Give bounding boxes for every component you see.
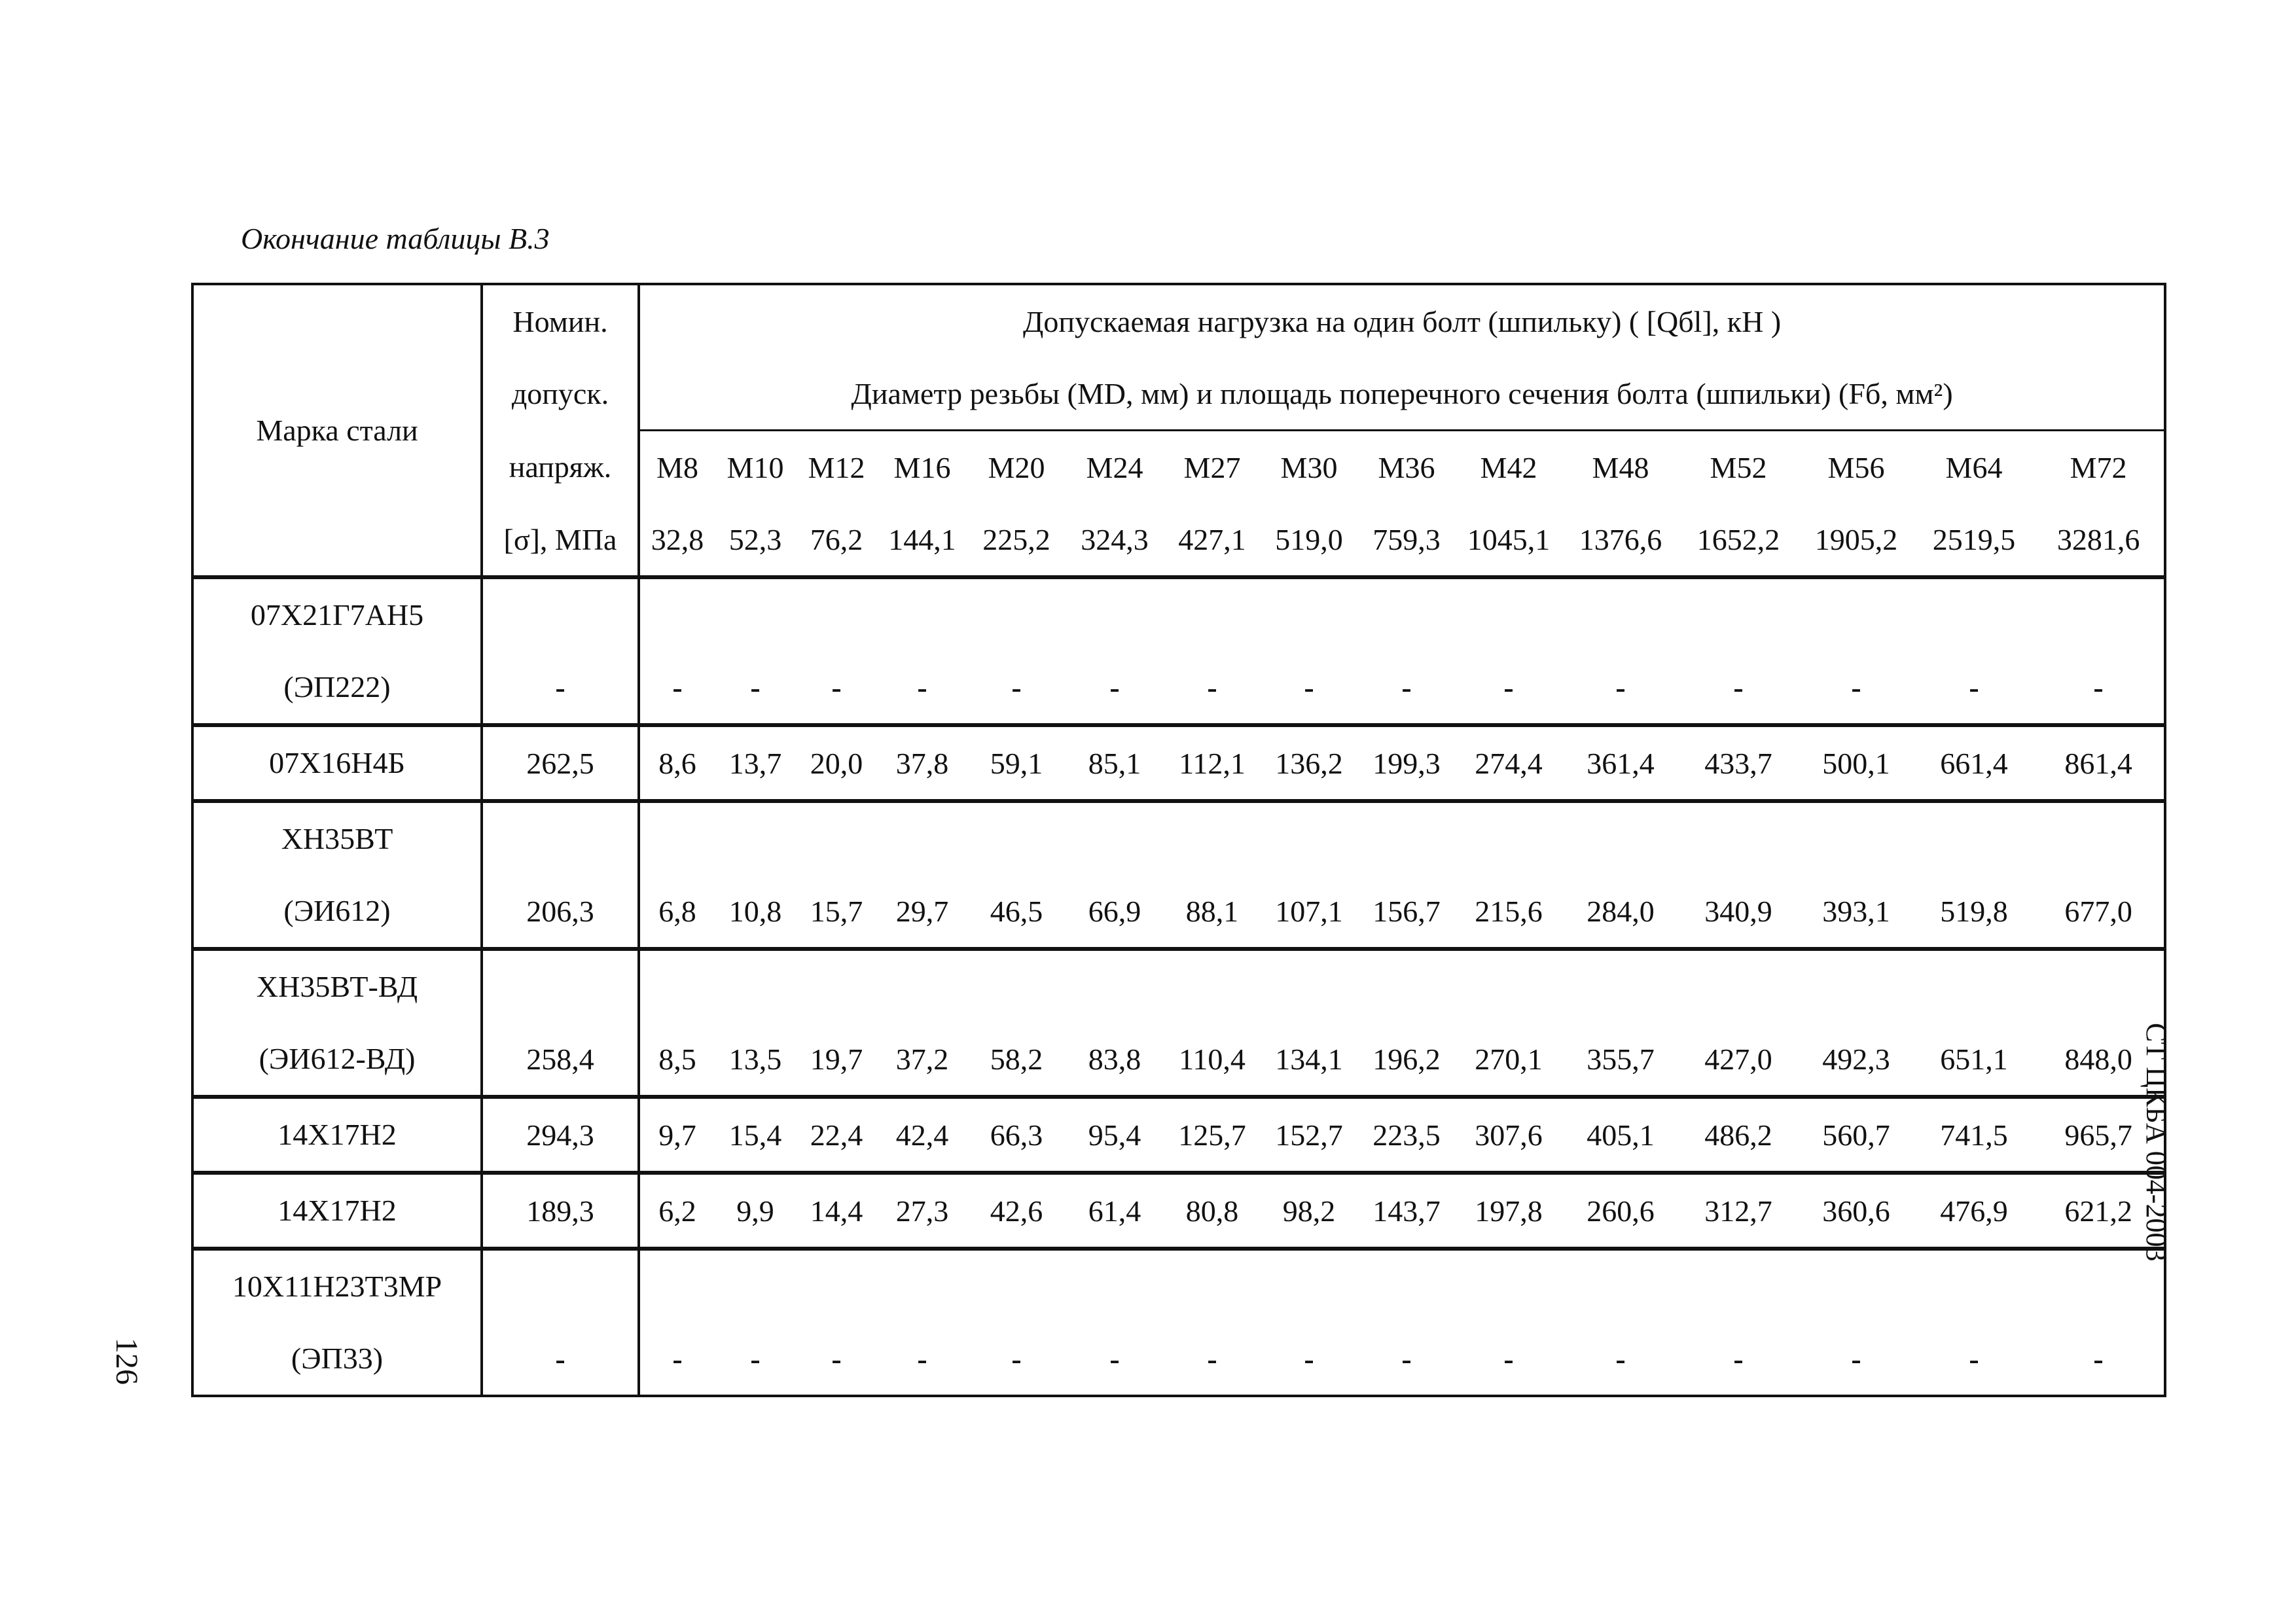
- bolt-load-value: -: [639, 1323, 715, 1396]
- cross-section-area: 144,1: [877, 503, 967, 577]
- bolt-load-value: 312,7: [1679, 1173, 1797, 1249]
- bolt-load-value: 15,7: [810, 894, 863, 928]
- bolt-load-value: -: [1615, 670, 1626, 704]
- bolt-load-value: -: [1456, 1323, 1562, 1396]
- bolt-load-value: 677,0: [2033, 875, 2165, 949]
- bolt-load-value: -: [1851, 670, 1861, 704]
- bolt-load-value: 6,2: [639, 1173, 715, 1249]
- bolt-load-value: 965,7: [2033, 1097, 2165, 1173]
- bolt-load-value: 14,4: [796, 1173, 877, 1249]
- allowable-stress: 258,4: [482, 1023, 639, 1097]
- bolt-load-value: 152,7: [1261, 1097, 1357, 1173]
- bolt-load-value: 661,4: [1915, 725, 2033, 801]
- header-diam-title: Диаметр резьбы (MD, мм) и площадь поперечного сечения болта (шпильки) (Fб, мм²): [639, 357, 2165, 431]
- cross-section-area: 519,0: [1261, 503, 1357, 577]
- bolt-load-value: -: [1733, 670, 1744, 704]
- steel-grade: [192, 725, 482, 801]
- header-stress-line-3: напряж.: [482, 431, 639, 504]
- empty-values: [639, 1249, 2165, 1323]
- bolt-load-value: 85,1: [1066, 725, 1164, 801]
- bolt-load-value: 46,5: [990, 894, 1043, 928]
- steel-grade-line: (ЭИ612): [283, 894, 391, 927]
- header-load-title: Допускаемая нагрузка на один болт (шпильку) ( [Qбl], кН ): [639, 284, 2165, 357]
- thread-size: М27: [1164, 431, 1261, 504]
- cross-section-area: 324,3: [1066, 503, 1164, 577]
- bolt-load-value: -: [2033, 651, 2165, 725]
- cross-section-area: 3281,6: [2033, 503, 2165, 577]
- thread-size: М16: [877, 431, 967, 504]
- thread-size: М36: [1357, 431, 1456, 504]
- cross-section-area: 427,1: [1164, 503, 1261, 577]
- bolt-load-value: 27,3: [877, 1173, 967, 1249]
- bolt-load-value: 98,2: [1261, 1173, 1357, 1249]
- bolt-load-value: 66,3: [967, 1097, 1066, 1173]
- bolt-load-value: 861,4: [2033, 725, 2165, 801]
- bolt-load-value: 741,5: [1915, 1097, 2033, 1173]
- bolt-load-value: 284,0: [1587, 894, 1655, 928]
- bolt-load-value: 156,7: [1372, 894, 1441, 928]
- bolt-load-value: 500,1: [1797, 725, 1915, 801]
- empty-stress: [482, 801, 639, 875]
- standard-code: СТ ЦКБА 004-2003: [2140, 1023, 2172, 1262]
- bolt-load-value: 8,5: [658, 1042, 696, 1076]
- bolt-load-value: -: [1679, 1323, 1797, 1396]
- bolt-load-value: 59,1: [967, 725, 1066, 801]
- bolt-load-value: 274,4: [1456, 725, 1562, 801]
- steel-grade-line: (ЭП33): [291, 1342, 384, 1375]
- cross-section-area: 52,3: [715, 503, 796, 577]
- bolt-load-value: 66,9: [1088, 894, 1141, 928]
- bolt-load-value: 197,8: [1456, 1173, 1562, 1249]
- steel-grade-line: ХН35ВТ: [281, 822, 393, 855]
- table-caption: Окончание таблицы В.3: [241, 222, 550, 255]
- steel-grade-line: 14Х17Н2: [278, 1118, 397, 1151]
- bolt-load-value: -: [1503, 670, 1514, 704]
- bolt-load-value: 83,8: [1088, 1042, 1141, 1076]
- thread-size: М24: [1066, 431, 1164, 504]
- bolt-load-value: 848,0: [2033, 1023, 2165, 1097]
- cross-section-area: 76,2: [796, 503, 877, 577]
- header-stress-line-4: [σ], МПа: [482, 503, 639, 577]
- bolt-load-value: 61,4: [1066, 1173, 1164, 1249]
- bolt-load-value: 621,2: [2033, 1173, 2165, 1249]
- bolt-load-value: 134,1: [1275, 1042, 1343, 1076]
- bolt-load-value: 476,9: [1915, 1173, 2033, 1249]
- cross-section-area: 225,2: [967, 503, 1066, 577]
- bolt-load-value: 651,1: [1940, 1042, 2008, 1076]
- thread-size: М20: [967, 431, 1066, 504]
- bolt-load-value: 125,7: [1164, 1097, 1261, 1173]
- steel-grade: [192, 1173, 482, 1249]
- bolt-load-value: 42,6: [967, 1173, 1066, 1249]
- bolt-load-value: 340,9: [1704, 894, 1772, 928]
- bolt-load-value: 15,4: [715, 1097, 796, 1173]
- steel-grade-line: ХН35ВТ-ВД: [256, 970, 418, 1003]
- bolt-load-value: -: [796, 1323, 877, 1396]
- allowable-stress: -: [482, 1323, 639, 1396]
- steel-grade-line: (ЭИ612-ВД): [259, 1042, 416, 1075]
- bolt-load-value: -: [1109, 670, 1120, 704]
- bolt-load-value: -: [1797, 1323, 1915, 1396]
- bolt-load-value: 8,6: [639, 725, 715, 801]
- bolt-load-value: 215,6: [1475, 894, 1543, 928]
- bolt-load-value: -: [750, 670, 761, 704]
- bolt-load-value: -: [1304, 670, 1314, 704]
- bolt-load-value: 260,6: [1562, 1173, 1679, 1249]
- bolt-load-value: 20,0: [796, 725, 877, 801]
- bolt-load-value: 29,7: [895, 894, 949, 928]
- cross-section-area: 1905,2: [1797, 503, 1915, 577]
- thread-size: М64: [1915, 431, 2033, 504]
- steel-grade-line: 10Х11Н23Т3МР: [232, 1270, 442, 1303]
- bolt-load-value: 110,4: [1179, 1042, 1246, 1076]
- empty-values: [639, 949, 2165, 1023]
- allowable-stress: 206,3: [482, 875, 639, 949]
- steel-grade-line: 14Х17Н2: [278, 1194, 397, 1227]
- bolt-load-value: -: [1357, 1323, 1456, 1396]
- bolt-load-value: 223,5: [1357, 1097, 1456, 1173]
- page-number: 126: [109, 1338, 144, 1385]
- bolt-load-value: 95,4: [1066, 1097, 1164, 1173]
- cross-section-area: 759,3: [1357, 503, 1456, 577]
- steel-grade: [192, 949, 482, 1097]
- steel-grade: [192, 1249, 482, 1396]
- steel-grade-line: (ЭП222): [283, 670, 391, 704]
- bolt-load-value: 19,7: [810, 1042, 863, 1076]
- bolt-load-table: [191, 283, 2166, 1397]
- thread-size: М56: [1797, 431, 1915, 504]
- bolt-load-value: 199,3: [1357, 725, 1456, 801]
- bolt-load-value: 9,7: [639, 1097, 715, 1173]
- bolt-load-value: 270,1: [1475, 1042, 1543, 1076]
- thread-size: М42: [1456, 431, 1562, 504]
- bolt-load-value: -: [1401, 670, 1412, 704]
- cross-section-area: 32,8: [639, 503, 715, 577]
- bolt-load-value: 307,6: [1456, 1097, 1562, 1173]
- bolt-load-value: 427,0: [1704, 1042, 1772, 1076]
- bolt-load-value: 433,7: [1679, 725, 1797, 801]
- bolt-load-value: 405,1: [1562, 1097, 1679, 1173]
- bolt-load-value: -: [2033, 1323, 2165, 1396]
- allowable-stress: -: [482, 651, 639, 725]
- bolt-load-value: -: [1969, 670, 1979, 704]
- bolt-load-value: -: [917, 670, 927, 704]
- cross-section-area: 1652,2: [1679, 503, 1797, 577]
- empty-values: [639, 801, 2165, 875]
- bolt-load-value: -: [1164, 1323, 1261, 1396]
- header-grade: Марка стали: [192, 284, 482, 577]
- cross-section-area: 2519,5: [1915, 503, 2033, 577]
- bolt-load-value: -: [1066, 1323, 1164, 1396]
- bolt-load-value: 136,2: [1261, 725, 1357, 801]
- header-stress-line-1: Номин.: [482, 284, 639, 357]
- bolt-load-value: 492,3: [1822, 1042, 1890, 1076]
- bolt-load-value: 112,1: [1164, 725, 1261, 801]
- bolt-load-value: 58,2: [990, 1042, 1043, 1076]
- bolt-load-value: 9,9: [715, 1173, 796, 1249]
- empty-stress: [482, 949, 639, 1023]
- thread-size: М10: [715, 431, 796, 504]
- bolt-load-value: -: [877, 1323, 967, 1396]
- bolt-load-value: -: [715, 1323, 796, 1396]
- thread-size: М72: [2033, 431, 2165, 504]
- bolt-load-value: -: [1562, 1323, 1679, 1396]
- bolt-load-value: 560,7: [1797, 1097, 1915, 1173]
- bolt-load-value: 88,1: [1185, 894, 1239, 928]
- bolt-load-value: -: [831, 670, 842, 704]
- bolt-load-value: 42,4: [877, 1097, 967, 1173]
- cross-section-area: 1045,1: [1456, 503, 1562, 577]
- bolt-load-value: -: [967, 1323, 1066, 1396]
- bolt-load-value: 360,6: [1797, 1173, 1915, 1249]
- steel-grade: [192, 1097, 482, 1173]
- bolt-load-value: 13,5: [728, 1042, 782, 1076]
- steel-grade: [192, 577, 482, 725]
- bolt-load-value: -: [1207, 670, 1217, 704]
- bolt-load-value: 6,8: [658, 894, 696, 928]
- bolt-load-value: 10,8: [728, 894, 782, 928]
- bolt-load-value: 486,2: [1679, 1097, 1797, 1173]
- empty-stress: [482, 577, 639, 651]
- bolt-load-value: -: [1011, 670, 1022, 704]
- bolt-load-value: 107,1: [1275, 894, 1343, 928]
- bolt-load-value: 80,8: [1164, 1173, 1261, 1249]
- steel-grade-line: 07Х16Н4Б: [269, 746, 405, 779]
- thread-size: М30: [1261, 431, 1357, 504]
- header-stress-line-2: допуск.: [482, 357, 639, 431]
- allowable-stress: 189,3: [482, 1173, 639, 1249]
- allowable-stress: 262,5: [482, 725, 639, 801]
- bolt-load-value: -: [1915, 1323, 2033, 1396]
- bolt-load-value: 361,4: [1562, 725, 1679, 801]
- thread-size: М52: [1679, 431, 1797, 504]
- bolt-load-value: 22,4: [796, 1097, 877, 1173]
- thread-size: М48: [1562, 431, 1679, 504]
- thread-size: М8: [639, 431, 715, 504]
- bolt-load-value: 37,2: [895, 1042, 949, 1076]
- bolt-load-value: -: [672, 670, 683, 704]
- bolt-load-value: 143,7: [1357, 1173, 1456, 1249]
- empty-values: [639, 577, 2165, 651]
- bolt-load-value: -: [1261, 1323, 1357, 1396]
- steel-grade-line: 07Х21Г7АН5: [250, 598, 424, 632]
- bolt-load-value: 355,7: [1587, 1042, 1655, 1076]
- cross-section-area: 1376,6: [1562, 503, 1679, 577]
- bolt-load-value: 393,1: [1822, 894, 1890, 928]
- empty-stress: [482, 1249, 639, 1323]
- bolt-load-value: 37,8: [877, 725, 967, 801]
- allowable-stress: 294,3: [482, 1097, 639, 1173]
- bolt-load-value: 196,2: [1372, 1042, 1441, 1076]
- bolt-load-value: 519,8: [1940, 894, 2008, 928]
- thread-size: М12: [796, 431, 877, 504]
- bolt-load-value: 13,7: [715, 725, 796, 801]
- steel-grade: [192, 801, 482, 949]
